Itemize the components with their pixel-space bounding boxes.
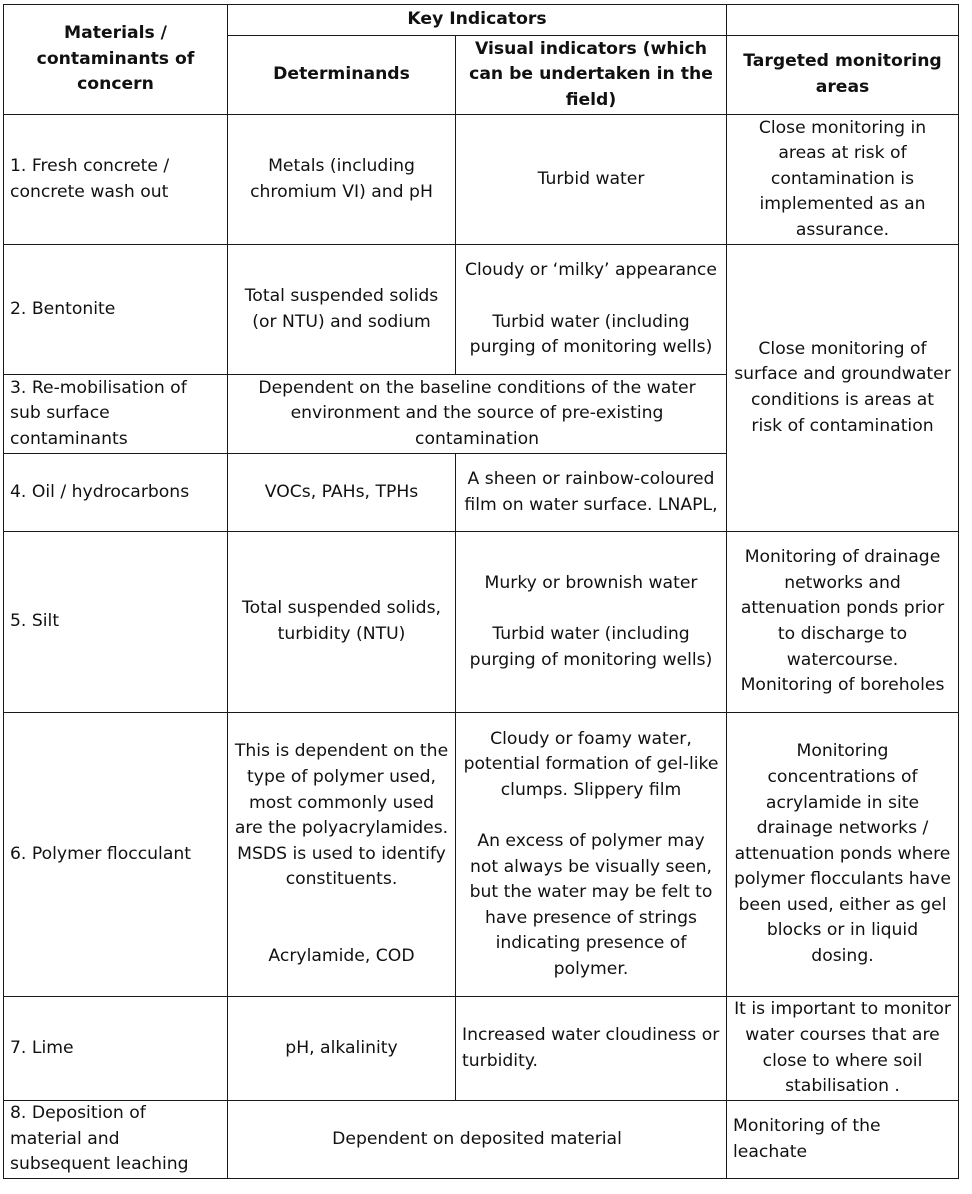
- visual-text: Turbid water (including purging of monitoring wells): [469, 311, 713, 358]
- targeted-cell: It is important to monitor water courses that are close to where soil stabilisation .: [727, 997, 959, 1101]
- table-row: [4, 713, 959, 997]
- header-visual-indicators: Visual indicators (which can be undertaken in the field): [456, 36, 727, 115]
- visual-text: Cloudy or foamy water, potential formation of gel-like clumps. Slippery film: [463, 728, 719, 800]
- table-row: [4, 1101, 959, 1179]
- determinands-text: turbidity (NTU): [277, 624, 406, 644]
- determinands-cell: Total suspended solids (or NTU) and sodium: [228, 245, 456, 375]
- determinands-cell: [228, 713, 456, 997]
- targeted-cell-shared: Close monitoring of surface and groundwater conditions is areas at risk of contamination: [727, 245, 959, 532]
- visual-text: Cloudy or ‘milky’ appearance: [465, 260, 717, 281]
- header-row-1: [4, 5, 959, 36]
- header-targeted-monitoring: Targeted monitoring areas: [727, 36, 959, 115]
- targeted-text: Monitoring of boreholes: [740, 675, 945, 696]
- visual-cell: [456, 532, 727, 713]
- header-key-indicators: Key Indicators: [228, 5, 727, 36]
- merged-indicator-cell: Dependent on the baseline conditions of the water environment and the source of pre-existing contamination: [228, 375, 727, 454]
- determinands-text: This is dependent on the type of polymer used, most commonly used are the polyacrylamides. MSDS is used to identify constituents.: [234, 741, 449, 890]
- material-cell: 7. Lime: [4, 997, 228, 1101]
- material-cell: 5. Silt: [4, 532, 228, 713]
- merged-indicator-cell: Dependent on deposited material: [228, 1101, 727, 1179]
- determinands-cell: [228, 532, 456, 713]
- material-cell: 3. Re-mobilisation of sub surface contaminants: [4, 375, 228, 454]
- table-row: [4, 115, 959, 245]
- table-row: [4, 997, 959, 1101]
- determinands-text: Acrylamide, COD: [268, 946, 415, 967]
- visual-cell: [456, 713, 727, 997]
- targeted-cell: Monitoring concentrations of acrylamide in site drainage networks / attenuation ponds where polymer flocculants have been used, either as gel blocks or in liquid dosing.: [727, 713, 959, 997]
- determinands-cell: pH, alkalinity: [228, 997, 456, 1101]
- determinands-text: Total suspended solids,: [242, 598, 441, 619]
- determinands-cell: VOCs, PAHs, TPHs: [228, 454, 456, 532]
- targeted-text: Monitoring of drainage networks and attenuation ponds prior to discharge to watercourse.: [740, 547, 945, 670]
- header-determinands: Determinands: [228, 36, 456, 115]
- visual-text: Murky or brownish water: [484, 572, 698, 593]
- visual-text: Turbid water (including purging of monitoring wells): [469, 624, 713, 670]
- table-row: [4, 245, 959, 375]
- targeted-cell: [727, 532, 959, 713]
- material-cell: 6. Polymer flocculant: [4, 713, 228, 997]
- table-row: [4, 532, 959, 713]
- material-cell: 2. Bentonite: [4, 245, 228, 375]
- visual-cell: [456, 245, 727, 375]
- determinands-cell: Metals (including chromium VI) and pH: [228, 115, 456, 245]
- material-cell: 1. Fresh concrete / concrete wash out: [4, 115, 228, 245]
- visual-cell: Turbid water: [456, 115, 727, 245]
- visual-cell: Increased water cloudiness or turbidity.: [456, 997, 727, 1101]
- header-empty-cell: [727, 5, 959, 36]
- visual-text: An excess of polymer may not always be visually seen, but the water may be felt to have presence of strings indicating presence of polymer.: [469, 830, 713, 979]
- indicator-table: [3, 4, 959, 1179]
- targeted-cell: Monitoring of the leachate: [727, 1101, 959, 1179]
- material-cell: 8. Deposition of material and subsequent leaching: [4, 1101, 228, 1179]
- header-materials: Materials / contaminants of concern: [4, 5, 228, 115]
- visual-cell: A sheen or rainbow-coloured film on water surface. LNAPL,: [456, 454, 727, 532]
- material-cell: 4. Oil / hydrocarbons: [4, 454, 228, 532]
- targeted-cell: Close monitoring in areas at risk of contamination is implemented as an assurance.: [727, 115, 959, 245]
